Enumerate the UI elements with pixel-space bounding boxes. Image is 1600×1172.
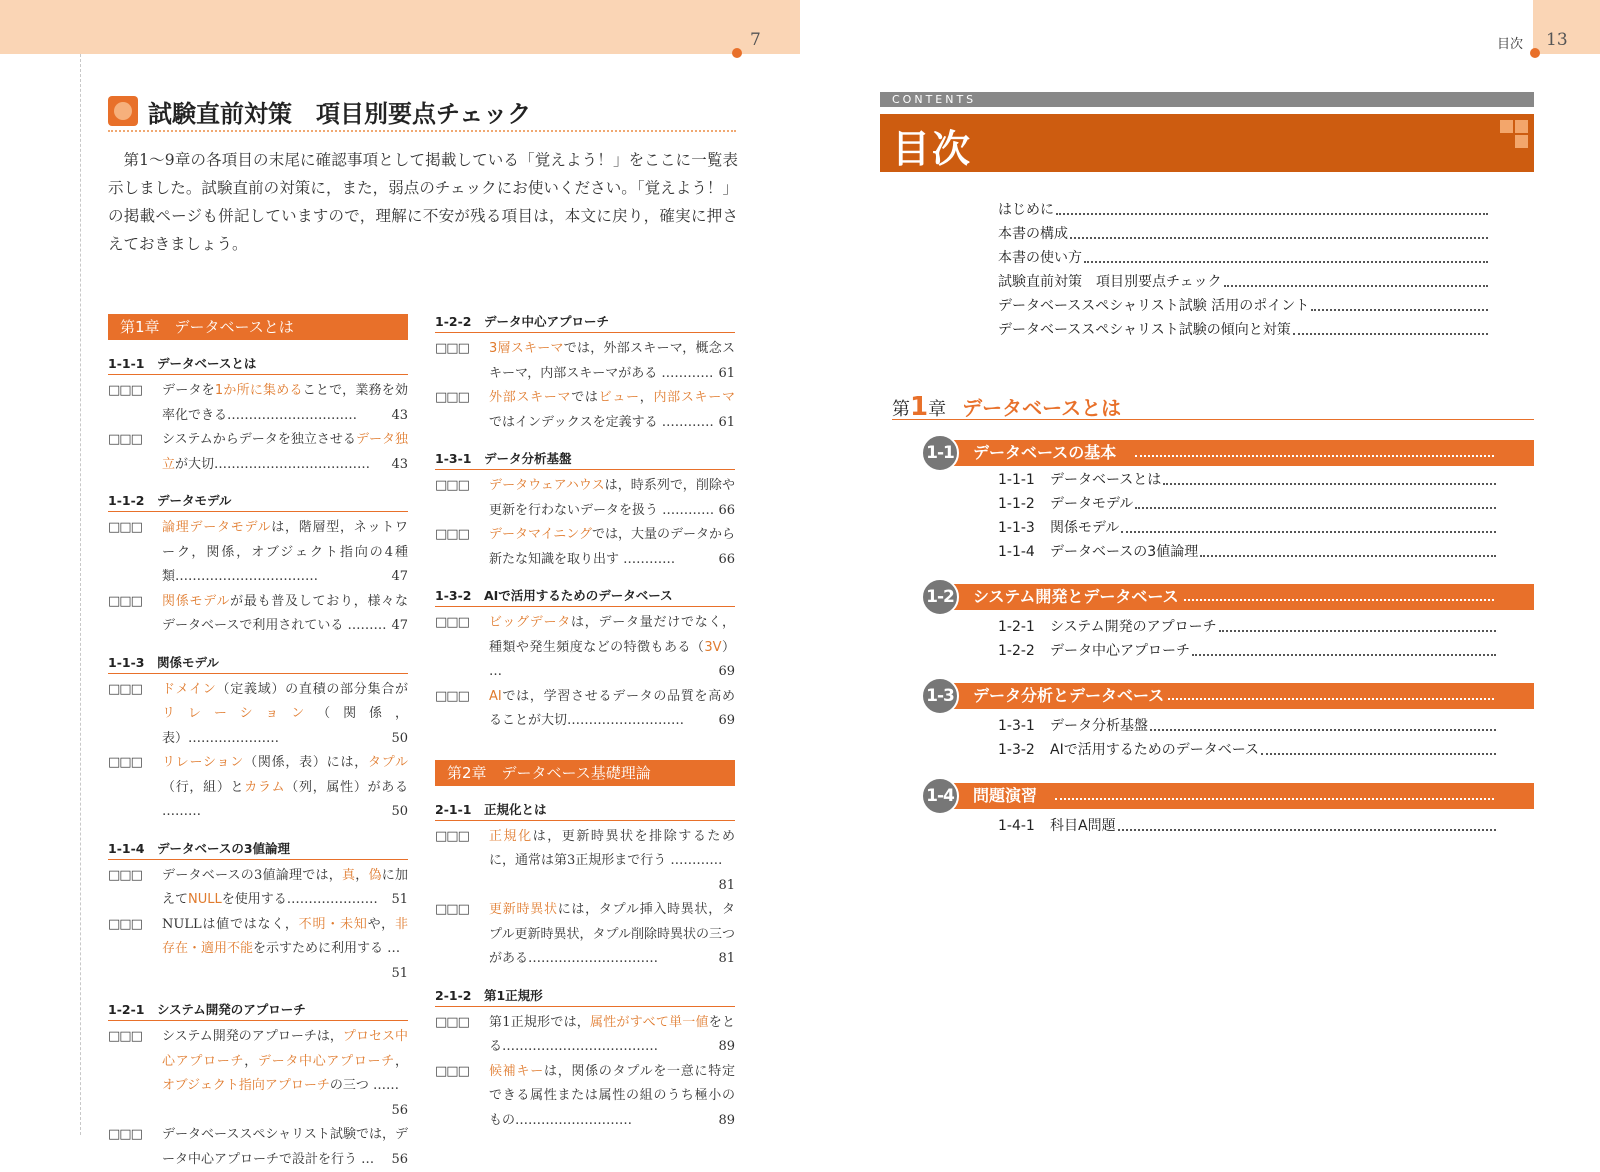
left-page (0, 0, 800, 1135)
page-ref: 69 (718, 709, 735, 734)
checklist-item (108, 1123, 408, 1172)
checklist-section (435, 986, 735, 1134)
item-text: 更新時異状には，タプル挿入時異状，タプル更新時異状，タプル削除時異状の三つがある………………………… 81 (489, 898, 735, 972)
circle-bullet-icon (108, 96, 138, 126)
page-ref: 51 (391, 962, 408, 987)
checklist-item (435, 386, 735, 435)
page-ref: 43 (391, 453, 408, 478)
page-ref: 56 (391, 1148, 408, 1172)
toc-section-bar[interactable] (935, 783, 1534, 809)
decorative-square-icon (1500, 120, 1513, 133)
item-text: 3層スキーマでは，外部スキーマ，概念スキーマ，内部スキーマがある ………… 61 (489, 337, 735, 386)
checklist-item (435, 523, 735, 572)
page-ref: 50 (391, 800, 408, 825)
item-text: 候補キーは，関係のタプルを一意に特定できる属性または属性の組のうち極小のもの……………………… 89 (489, 1060, 735, 1134)
section-name: システム開発とデータベース (973, 584, 1183, 610)
toc-subentry[interactable]: 1-3-2 AIで活用するためのデータベース (998, 738, 1496, 762)
checklist-section (108, 1000, 408, 1172)
checklist-section (435, 586, 735, 734)
chapter-heading: 第2章 データベース基礎理論 (435, 760, 735, 786)
toc-entry[interactable]: データベーススペシャリスト試験 活用のポイント (998, 294, 1490, 318)
checklist-item (108, 913, 408, 987)
checklist-item (108, 751, 408, 825)
page-ref: 47 (391, 565, 408, 590)
item-text: データベーススペシャリスト試験では，データ中心アプローチで設計を行う … 56 (162, 1123, 408, 1172)
section-name: データ分析とデータベース (973, 683, 1168, 709)
item-text: リレーション（関係，表）には，タプル（行，組）とカラム（列，属性）がある ……… 50 (162, 751, 408, 825)
checkbox-icons[interactable]: □□□ (435, 386, 489, 435)
section-badge: 1-2 (921, 578, 959, 616)
toc-title-box (880, 114, 1534, 172)
toc-entry[interactable]: 試験直前対策 項目別要点チェック (998, 270, 1490, 294)
checkbox-icons[interactable]: □□□ (108, 751, 162, 825)
checklist-item (435, 337, 735, 386)
item-text: システム開発のアプローチは，プロセス中心アプローチ，データ中心アプローチ，オブジェクト指向アプローチの三つ …… 56 (162, 1025, 408, 1123)
page-ref: 66 (718, 548, 735, 573)
toc-subentry[interactable]: 1-1-3 関係モデル (998, 516, 1496, 540)
checklist-item (108, 1025, 408, 1123)
toc-subentry[interactable]: 1-1-2 データモデル (998, 492, 1496, 516)
checklist-item (108, 379, 408, 428)
page-ref: 81 (718, 874, 735, 899)
item-text: データウェアハウスは，時系列で，削除や更新を行わないデータを扱う ………… 66 (489, 474, 735, 523)
checklist-section (108, 354, 408, 477)
checklist-item (435, 898, 735, 972)
checkbox-icons[interactable]: □□□ (108, 913, 162, 987)
toc-entry[interactable]: 本書の使い方 (998, 246, 1490, 270)
toc-entry[interactable]: 本書の構成 (998, 222, 1490, 246)
page-ref: 50 (391, 727, 408, 752)
left-title-area (108, 94, 736, 132)
checkbox-icons[interactable]: □□□ (108, 1025, 162, 1123)
chapter-heading: 第1章 データベースとは (108, 314, 408, 340)
toc-subentry[interactable]: 1-2-1 システム開発のアプローチ (998, 615, 1496, 639)
right-page-number: 13 (1546, 30, 1568, 50)
checkbox-icons[interactable]: □□□ (108, 1123, 162, 1172)
page-ref: 81 (718, 947, 735, 972)
checkbox-icons[interactable]: □□□ (435, 1011, 489, 1060)
page-ref: 89 (718, 1109, 735, 1134)
page-ref: 43 (391, 404, 408, 429)
checkbox-icons[interactable]: □□□ (435, 825, 489, 899)
toc-entry[interactable]: はじめに (998, 198, 1490, 222)
binding-margin-line (80, 54, 81, 1135)
section-title: 1-2-1 システム開発のアプローチ (108, 1000, 408, 1021)
checkbox-icons[interactable]: □□□ (435, 1060, 489, 1134)
subsection-list (998, 714, 1496, 762)
section-title: 1-2-2 データ中心アプローチ (435, 312, 735, 333)
item-text: 第1正規形では，属性がすべて単一値をとる……………………………… 89 (489, 1011, 735, 1060)
toc-section-bar[interactable] (935, 440, 1534, 466)
section-name: 問題演習 (973, 783, 1041, 809)
section-title: 1-3-1 データ分析基盤 (435, 449, 735, 470)
item-text: 正規化は，更新時異状を排除するために，通常は第3正規形まで行う ………… 81 (489, 825, 735, 899)
page-header-band (0, 0, 800, 54)
page-ref: 47 (391, 614, 408, 639)
checklist-section (108, 491, 408, 639)
item-text: ドメイン（定義域）の直積の部分集合がリレーション（関係，表）………………… 50 (162, 678, 408, 752)
section-title: 1-1-2 データモデル (108, 491, 408, 512)
item-text: AIでは，学習させるデータの品質を高めることが大切……………………… 69 (489, 685, 735, 734)
checklist-item (108, 428, 408, 477)
section-badge: 1-1 (921, 434, 959, 472)
toc-section-bar[interactable] (935, 683, 1534, 709)
item-text: 外部スキーマではビュー，内部スキーマではインデックスを定義する ………… 61 (489, 386, 735, 435)
item-text: システムからデータを独立させるデータ独立が大切……………………………… 43 (162, 428, 408, 477)
item-text: データベースの3値論理では，真，偽に加えてNULLを使用する………………… 51 (162, 864, 408, 913)
left-page-number: 7 (750, 30, 761, 50)
checkbox-icons[interactable]: □□□ (108, 864, 162, 913)
decorative-square-icon (1515, 120, 1528, 133)
checklist-section (108, 653, 408, 825)
item-text: 関係モデルが最も普及しており，様々なデータベースで利用されている ……… 47 (162, 590, 408, 639)
page-marker-dot (732, 48, 742, 58)
section-badge: 1-3 (921, 677, 959, 715)
toc-subentry[interactable]: 1-4-1 科目A問題 (998, 814, 1496, 838)
subsection-list (998, 468, 1496, 564)
item-text: データマイニングでは，大量のデータから新たな知識を取り出す ………… 66 (489, 523, 735, 572)
checklist-column-right (435, 300, 735, 1133)
section-title: 1-1-3 関係モデル (108, 653, 408, 674)
checklist-item (435, 825, 735, 899)
item-text: ビッグデータは，データ量だけでなく，種類や発生頻度などの特徴もある（3V） … 69 (489, 611, 735, 685)
checklist-section (435, 312, 735, 435)
page-ref: 66 (718, 499, 735, 524)
toc-section-bar[interactable] (935, 584, 1534, 610)
checklist-section (435, 800, 735, 972)
checkbox-icons[interactable]: □□□ (435, 337, 489, 386)
checkbox-icons[interactable]: □□□ (108, 590, 162, 639)
page-marker-dot (1530, 48, 1540, 58)
section-badge: 1-4 (921, 777, 959, 815)
subsection-list (998, 615, 1496, 663)
checklist-section (108, 839, 408, 987)
checklist-item (435, 685, 735, 734)
checkbox-icons[interactable]: □□□ (435, 685, 489, 734)
section-title: 1-3-2 AIで活用するためのデータベース (435, 586, 735, 607)
checkbox-icons[interactable]: □□□ (108, 516, 162, 590)
section-title: 1-1-1 データベースとは (108, 354, 408, 375)
toc-subentry[interactable]: 1-1-4 データベースの3値論理 (998, 540, 1496, 564)
page-ref: 61 (718, 362, 735, 387)
decorative-square-icon (1515, 135, 1528, 148)
toc-subentry[interactable]: 1-2-2 データ中心アプローチ (998, 639, 1496, 663)
item-text: NULLは値ではなく，不明・未知や，非存在・適用不能を示すために利用する … 51 (162, 913, 408, 987)
section-name: データベースの基本 (973, 440, 1120, 466)
checkbox-icons[interactable]: □□□ (435, 611, 489, 685)
toc-subentry[interactable]: 1-1-1 データベースとは (998, 468, 1496, 492)
running-header: 目次 (1497, 33, 1523, 52)
contents-label-bar: CONTENTS (880, 92, 1534, 107)
front-matter-list (998, 198, 1490, 342)
page-ref: 51 (391, 888, 408, 913)
checkbox-icons[interactable]: □□□ (435, 523, 489, 572)
right-page (800, 0, 1600, 1135)
toc-subentry[interactable]: 1-3-1 データ分析基盤 (998, 714, 1496, 738)
checkbox-icons[interactable]: □□□ (435, 898, 489, 972)
checklist-item (435, 1060, 735, 1134)
checklist-section (435, 449, 735, 572)
checkbox-icons[interactable]: □□□ (435, 474, 489, 523)
checklist-item (108, 864, 408, 913)
item-text: データを1か所に集めることで，業務を効率化できる………………………… 43 (162, 379, 408, 428)
checklist-item (108, 516, 408, 590)
toc-chapter-heading[interactable]: 第1章 データベースとは (892, 392, 1534, 420)
toc-title: 目次 (892, 118, 972, 173)
checkbox-icons[interactable]: □□□ (108, 678, 162, 752)
section-title: 2-1-1 正規化とは (435, 800, 735, 821)
page-ref: 61 (718, 411, 735, 436)
page-ref: 89 (718, 1035, 735, 1060)
checklist-column-left (108, 314, 408, 1172)
section-title: 1-1-4 データベースの3値論理 (108, 839, 408, 860)
page-ref: 69 (718, 660, 735, 685)
intro-paragraph: 第1～9章の各項目の末尾に確認事項として掲載している「覚えよう！」をここに一覧表示しました。試験直前の対策に，また，弱点のチェックにお使いください。「覚えよう！」の掲載ページも併記していますので，理解に不安が残る項目は，本文に戻り，確実に押さえておきましょう。 (108, 146, 738, 258)
checklist-item (108, 678, 408, 752)
toc-entry[interactable]: データベーススペシャリスト試験の傾向と対策 (998, 318, 1490, 342)
page-ref: 56 (391, 1099, 408, 1124)
item-text: 論理データモデルは，階層型，ネットワーク，関係，オブジェクト指向の4種類…………………………… 47 (162, 516, 408, 590)
checklist-item (108, 590, 408, 639)
checklist-item (435, 1011, 735, 1060)
subsection-list (998, 814, 1496, 838)
checkbox-icons[interactable]: □□□ (108, 379, 162, 428)
page-title: 試験直前対策 項目別要点チェック (148, 94, 531, 129)
checkbox-icons[interactable]: □□□ (108, 428, 162, 477)
checklist-item (435, 611, 735, 685)
checklist-item (435, 474, 735, 523)
section-title: 2-1-2 第1正規形 (435, 986, 735, 1007)
